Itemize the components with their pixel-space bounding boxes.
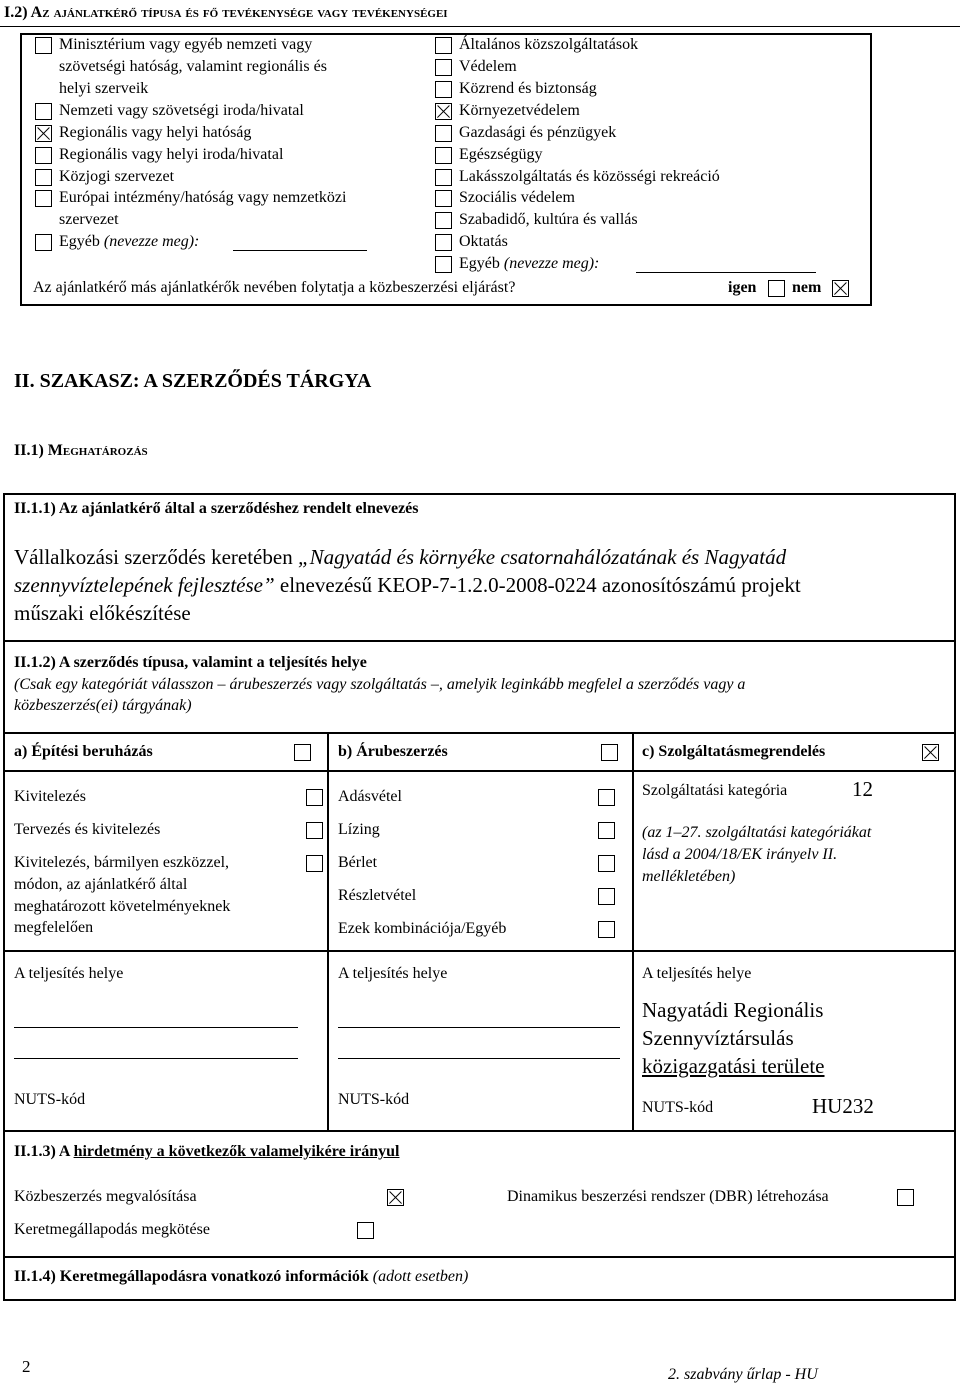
checkbox-housing[interactable] [435, 169, 452, 186]
works-item: meghatározott követelményeknek [14, 898, 231, 915]
checkbox-recreation-culture[interactable] [435, 212, 452, 229]
checkbox-services[interactable] [922, 744, 939, 761]
checkbox-general-public-services[interactable] [435, 37, 452, 54]
service-note: mellékletében) [642, 868, 736, 885]
col-services-title: c) Szolgáltatásmegrendelés [642, 743, 826, 760]
service-category-value: 12 [852, 777, 873, 801]
place-value: közigazgatási területe [642, 1054, 825, 1078]
section-header: I.2) Az ajánlatkérő típusa és fő tevékenysége vagy tevékenységei [4, 4, 448, 21]
checkbox-economic-financial[interactable] [435, 125, 452, 142]
activity-label: Lakásszolgáltatás és közösségi rekreáció [459, 168, 720, 185]
checkbox-combination[interactable] [598, 921, 615, 938]
no-label: nem [792, 279, 822, 296]
checkbox-european-institution[interactable] [35, 190, 52, 207]
goods-item: Adásvétel [338, 788, 402, 805]
checkbox-rental[interactable] [598, 855, 615, 872]
ii1-header: II.1) Meghatározás [14, 442, 148, 459]
divider [3, 1256, 956, 1258]
page-number: 2 [22, 1357, 31, 1376]
ii12-note: (Csak egy kategóriát válasszon – árubeszerzés vagy szolgáltatás –, amelyik leginkább megfelel a szerződés vagy a [14, 676, 746, 693]
works-item: Tervezés és kivitelezés [14, 821, 161, 838]
checkbox-public-law-body[interactable] [35, 169, 52, 186]
column-divider [632, 732, 634, 1132]
activity-label: Gazdasági és pénzügyek [459, 124, 617, 141]
checkbox-hire-purchase[interactable] [598, 888, 615, 905]
ii14-header: II.1.4) Keretmegállapodásra vonatkozó információk (adott esetben) [14, 1268, 469, 1285]
option-label-cont: helyi szerveik [59, 80, 149, 97]
activity-label: Oktatás [459, 233, 508, 250]
checkbox-realisation-by-any-means[interactable] [306, 855, 323, 872]
place-value: Nagyatádi Regionális [642, 998, 824, 1022]
other-activity-blank[interactable] [636, 272, 816, 273]
nuts-label: NUTS-kód [338, 1091, 410, 1108]
checkbox-education[interactable] [435, 234, 452, 251]
option-label: Közjogi szervezet [59, 168, 175, 185]
place-label: A teljesítés helye [642, 965, 752, 982]
ii11-header: II.1.1) Az ajánlatkérő által a szerződéshez rendelt elnevezés [14, 500, 419, 517]
option-label: Minisztérium vagy egyéb nemzeti vagy [59, 36, 313, 53]
checkbox-goods[interactable] [601, 744, 618, 761]
checkbox-social-protection[interactable] [435, 190, 452, 207]
goods-place-blank[interactable] [338, 1058, 620, 1059]
option-label-cont: szövetségi hatóság, valamint regionális és [59, 58, 327, 75]
checkbox-national-office[interactable] [35, 103, 52, 120]
service-category-label: Szolgáltatási kategória [642, 782, 788, 799]
place-label: A teljesítés helye [14, 965, 124, 982]
contract-name-line3: műszaki előkészítése [14, 601, 191, 625]
divider [3, 770, 956, 772]
activity-label: Egyéb (nevezze meg): [459, 255, 600, 272]
ii13-header: II.1.3) A hirdetmény a következők valamelyikére irányul [14, 1143, 400, 1160]
checkbox-public-order[interactable] [435, 81, 452, 98]
yes-label: igen [728, 279, 757, 296]
nuts-label: NUTS-kód [642, 1099, 714, 1116]
checkbox-other-type[interactable] [35, 234, 52, 251]
divider [3, 732, 956, 734]
service-note: (az 1–27. szolgáltatási kategóriákat [642, 824, 872, 841]
goods-item: Bérlet [338, 854, 378, 871]
checkbox-defence[interactable] [435, 59, 452, 76]
other-type-blank[interactable] [233, 250, 367, 251]
activity-label: Szabadidő, kultúra és vallás [459, 211, 638, 228]
goods-item: Részletvétel [338, 887, 417, 904]
activity-label: Szociális védelem [459, 189, 575, 206]
works-place-blank[interactable] [14, 1058, 298, 1059]
checkbox-public-procurement[interactable] [387, 1189, 404, 1206]
activity-label: Egészségügy [459, 146, 543, 163]
activity-label: Környezetvédelem [459, 102, 580, 119]
checkbox-regional-office[interactable] [35, 147, 52, 164]
checkbox-framework-agreement[interactable] [357, 1222, 374, 1239]
nuts-label: NUTS-kód [14, 1091, 86, 1108]
works-item: megfelelően [14, 919, 94, 936]
footer-form-label: 2. szabvány űrlap - HU [668, 1366, 818, 1383]
works-item: Kivitelezés [14, 788, 86, 805]
section2-title: II. SZAKASZ: A SZERZŐDÉS TÁRGYA [14, 370, 372, 392]
nuts-value: HU232 [812, 1094, 874, 1118]
checkbox-other-activity[interactable] [435, 256, 452, 273]
col-works-title: a) Építési beruházás [14, 743, 153, 760]
checkbox-health[interactable] [435, 147, 452, 164]
checkbox-execution[interactable] [306, 789, 323, 806]
checkbox-environment[interactable] [435, 103, 452, 120]
checkbox-regional-authority[interactable] [35, 125, 52, 142]
ii13-item: Keretmegállapodás megkötése [14, 1221, 210, 1238]
ii13-item: Dinamikus beszerzési rendszer (DBR) létrehozása [507, 1188, 829, 1205]
column-divider [327, 732, 329, 1132]
checkbox-lease[interactable] [598, 822, 615, 839]
activity-label: Védelem [459, 58, 517, 75]
ii12-note: közbeszerzés(ei) tárgyának) [14, 697, 192, 714]
activity-label: Általános közszolgáltatások [459, 36, 639, 53]
service-note: lásd a 2004/18/EK irányelv II. [642, 846, 838, 863]
works-place-blank[interactable] [14, 1027, 298, 1028]
place-label: A teljesítés helye [338, 965, 448, 982]
behalf-question: Az ajánlatkérő más ajánlatkérők nevében folytatja a közbeszerzési eljárást? [33, 279, 516, 296]
place-value: Szennyvíztársulás [642, 1026, 794, 1050]
option-label-cont: szervezet [59, 211, 119, 228]
checkbox-works[interactable] [294, 744, 311, 761]
checkbox-design-execution[interactable] [306, 822, 323, 839]
option-label: Regionális vagy helyi hatóság [59, 124, 252, 141]
goods-item: Ezek kombinációja/Egyéb [338, 920, 507, 937]
divider [3, 1130, 956, 1132]
option-label: Európai intézmény/hatóság vagy nemzetközi [59, 189, 347, 206]
goods-place-blank[interactable] [338, 1027, 620, 1028]
divider [3, 950, 956, 952]
checkbox-yes[interactable] [768, 280, 785, 297]
checkbox-ministry[interactable] [35, 37, 52, 54]
col-goods-title: b) Árubeszerzés [338, 743, 448, 760]
activity-label: Közrend és biztonság [459, 80, 597, 97]
contract-name-line1: Vállalkozási szerződés keretében „Nagyatád és környéke csatornahálózatának és Nagyatád [14, 545, 787, 569]
ii13-item: Közbeszerzés megvalósítása [14, 1188, 197, 1205]
option-label: Egyéb (nevezze meg): [59, 233, 200, 250]
works-item: Kivitelezés, bármilyen eszközzel, [14, 854, 230, 871]
option-label: Regionális vagy helyi iroda/hivatal [59, 146, 284, 163]
option-label: Nemzeti vagy szövetségi iroda/hivatal [59, 102, 304, 119]
goods-item: Lízing [338, 821, 380, 838]
checkbox-no[interactable] [832, 280, 849, 297]
ii12-header: II.1.2) A szerződés típusa, valamint a teljesítés helye [14, 654, 367, 671]
works-item: módon, az ajánlatkérő által [14, 876, 188, 893]
checkbox-purchase[interactable] [598, 789, 615, 806]
divider [0, 26, 960, 27]
contract-name-line2: szennyvíztelepének fejlesztése” elnevezésű KEOP-7-1.2.0-2008-0224 azonosítószámú projekt [14, 573, 801, 597]
divider [3, 640, 956, 642]
checkbox-dps[interactable] [897, 1189, 914, 1206]
